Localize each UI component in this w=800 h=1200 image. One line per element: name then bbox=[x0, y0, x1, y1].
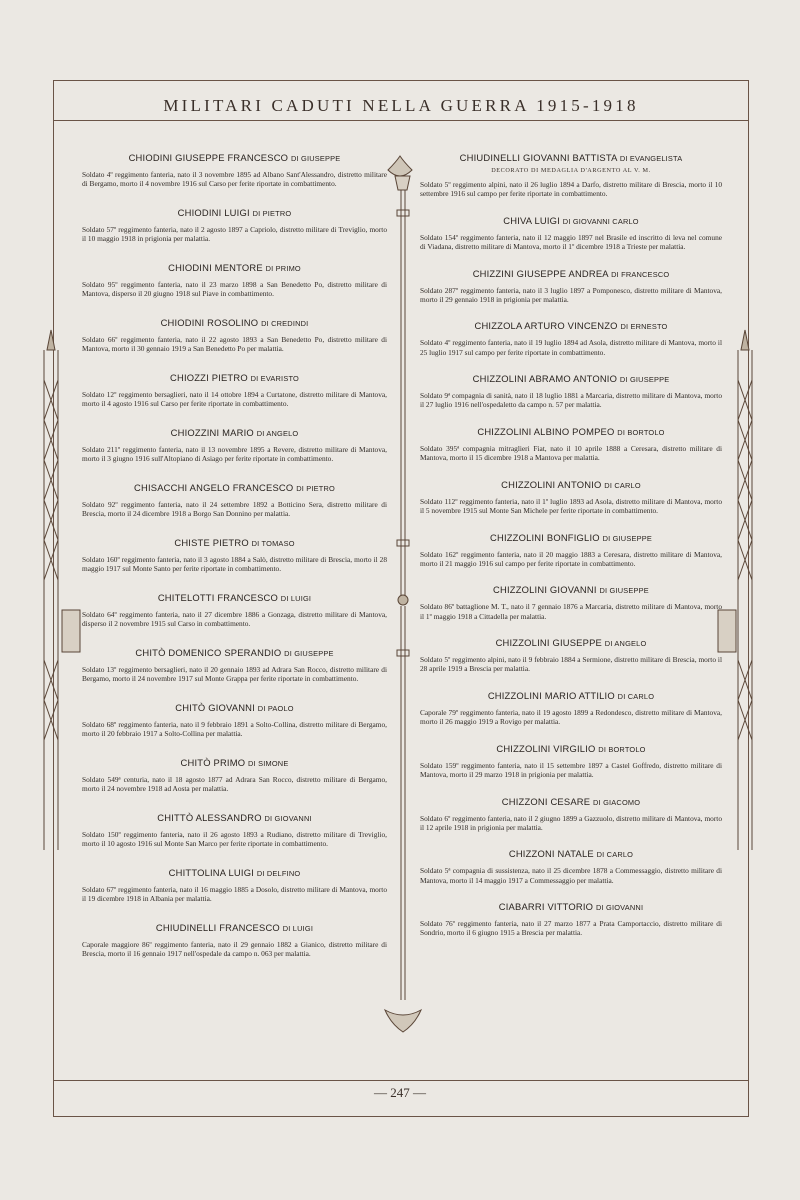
soldier-surname-given: CHIODINI LUIGI bbox=[177, 207, 250, 218]
soldier-surname-given: CHIZZOLINI GIUSEPPE bbox=[495, 637, 602, 649]
service-record: Soldato 150º reggimento fanteria, nato il 26 agosto 1893 a Rudiano, distretto militare di Treviglio, morto il 10 agosto 1916 sul Monte San Marco per ferite riportate in combattimento. bbox=[82, 830, 387, 849]
central-torch-icon bbox=[388, 156, 412, 176]
service-record: Soldato 95º reggimento fanteria, nato il 23 marzo 1898 a San Benedetto Po, distretto militare di Mantova, disperso il 20 giugno 1918 sul Piave in combattimento. bbox=[82, 280, 387, 299]
obituary-entry bbox=[82, 482, 387, 518]
obituary-entry bbox=[420, 901, 722, 937]
soldier-name bbox=[82, 372, 387, 383]
soldier-surname-given: CHIZZOLINI MARIO ATTILIO bbox=[487, 689, 615, 701]
obituary-entry bbox=[420, 268, 722, 304]
patronymic: DI PAOLO bbox=[257, 704, 294, 713]
soldier-surname-given: CHIODINI ROSOLINO bbox=[160, 317, 259, 328]
soldier-name bbox=[420, 479, 722, 490]
service-record: Soldato 4º reggimento fanteria, nato il 3 novembre 1895 ad Albano Sant'Alessandro, distretto militare di Bergamo, morto il 4 novembre 1916 sul Carso per ferite riportate in combattimento. bbox=[82, 170, 387, 189]
soldier-name bbox=[420, 373, 722, 384]
patronymic: DI GIUSEPPE bbox=[602, 533, 652, 543]
obituary-entry bbox=[420, 690, 722, 726]
service-record: Caporale 79º reggimento fanteria, nato il 19 agosto 1899 a Redondesco, distretto militare di Mantova, morto il 26 maggio 1919 a Rovigo per malattia. bbox=[420, 707, 722, 727]
soldier-name bbox=[420, 690, 722, 701]
service-record: Soldato 4º reggimento fanteria, nato il 19 luglio 1894 ad Asola, distretto militare di Mantova, morto il 25 luglio 1917 sul campo per ferite riportate in combattimento. bbox=[420, 338, 722, 357]
soldier-surname-given: CHITÒ PRIMO bbox=[180, 757, 246, 768]
patronymic: DI PIETRO bbox=[252, 209, 292, 218]
soldier-surname-given: CHITÒ GIOVANNI bbox=[175, 702, 255, 713]
patronymic: DI TOMASO bbox=[251, 539, 295, 548]
soldier-surname-given: CHITELOTTI FRANCESCO bbox=[157, 592, 278, 603]
patronymic: DI EVARISTO bbox=[250, 374, 299, 383]
left-fasces-icon bbox=[44, 330, 80, 850]
obituary-entry bbox=[82, 317, 387, 353]
right-column bbox=[420, 152, 722, 954]
soldier-surname-given: CHIUDINELLI GIOVANNI BATTISTA bbox=[459, 152, 618, 163]
patronymic: DI GIUSEPPE bbox=[619, 375, 670, 385]
service-record: Caporale maggiore 86º reggimento fanteria, nato il 29 gennaio 1882 a Gianico, distretto militare di Brescia, morto il 16 gennaio 1917 nell'ospedale da campo n. 063 per malattia. bbox=[82, 940, 387, 959]
soldier-surname-given: CHIVA LUIGI bbox=[503, 214, 560, 226]
soldier-name bbox=[420, 743, 722, 754]
obituary-entry bbox=[82, 922, 387, 958]
right-fasces-icon bbox=[718, 330, 752, 850]
soldier-name bbox=[420, 796, 722, 807]
service-record: Soldato 159º reggimento fanteria, nato il 15 settembre 1897 a Castel Goffredo, distretto militare di Mantova, morto il 29 marzo 1918 in prigionia per malattia. bbox=[420, 760, 722, 779]
soldier-surname-given: CHIZZOLA ARTURO VINCENZO bbox=[474, 320, 618, 332]
soldier-surname-given: CHITÒ DOMENICO SPERANDIO bbox=[135, 647, 282, 658]
obituary-entry bbox=[420, 373, 722, 409]
soldier-surname-given: CHIOZZINI MARIO bbox=[170, 427, 254, 438]
decoration-note: DECORATO DI MEDAGLIA D'ARGENTO AL V. M. bbox=[491, 167, 651, 174]
patronymic: DI CARLO bbox=[604, 480, 641, 490]
patronymic: DI GIUSEPPE bbox=[599, 586, 649, 596]
patronymic: DI PRIMO bbox=[265, 264, 301, 273]
soldier-name bbox=[82, 867, 387, 878]
service-record: Soldato 154º reggimento fanteria, nato il 12 maggio 1897 nel Brasile ed inscritto di leva nel comune di Viadana, distretto militare di Mantova, morto il 1º dicembre 1918 a Trieste per malattia. bbox=[420, 232, 722, 251]
obituary-entry bbox=[420, 743, 722, 779]
center-rosette-icon bbox=[398, 595, 408, 605]
obituary-entry bbox=[420, 796, 722, 832]
patronymic: DI GIUSEPPE bbox=[284, 649, 334, 658]
service-record: Soldato 287º reggimento fanteria, nato il 3 luglio 1897 a Pomponesco, distretto militare di Mantova, morto il 29 gennaio 1918 in prigionia per malattia. bbox=[420, 285, 722, 304]
soldier-name bbox=[420, 320, 722, 331]
service-record: Soldato 6º reggimento fanteria, nato il 2 giugno 1899 a Gazzuolo, distretto militare di Mantova, morto il 12 aprile 1918 in prigionia per malattia. bbox=[420, 813, 722, 832]
soldier-name bbox=[420, 532, 722, 543]
soldier-surname-given: CHISTE PIETRO bbox=[174, 537, 249, 548]
soldier-name bbox=[82, 207, 387, 218]
service-record: Soldato 5º reggimento alpini, nato il 26 luglio 1894 a Darfo, distretto militare di Brescia, morto il 10 settembre 1916 sul campo per ferite riportate in combattimento. bbox=[420, 180, 722, 199]
soldier-surname-given: CHITTOLINA LUIGI bbox=[168, 867, 255, 878]
service-record: Soldato 67º reggimento fanteria, nato il 16 maggio 1885 a Dosolo, distretto militare di Mantova, morto il 19 dicembre 1918 in Albania per malattia. bbox=[82, 885, 387, 904]
patronymic: DI CARLO bbox=[617, 691, 655, 701]
obituary-entry bbox=[82, 592, 387, 628]
obituary-entry bbox=[420, 532, 722, 568]
soldier-surname-given: CHIZZOLINI VIRGILIO bbox=[496, 742, 596, 754]
left-column bbox=[82, 152, 387, 977]
soldier-surname-given: CHIZZINI GIUSEPPE ANDREA bbox=[472, 267, 609, 279]
patronymic: DI BORTOLO bbox=[598, 744, 646, 754]
patronymic: DI FRANCESCO bbox=[611, 269, 670, 279]
soldier-surname-given: CHIZZOLINI ALBINO POMPEO bbox=[477, 425, 615, 437]
soldier-surname-given: CHITTÒ ALESSANDRO bbox=[157, 812, 262, 823]
obituary-entry bbox=[420, 152, 722, 198]
soldier-name bbox=[82, 702, 387, 713]
obituary-entry bbox=[420, 584, 722, 620]
service-record: Soldato 112º reggimento fanteria, nato il 1º luglio 1893 ad Asola, distretto militare di Mantova, morto il 5 novembre 1915 sul Monte San Michele per ferite riportate in combattimento. bbox=[420, 496, 722, 515]
patronymic: DI ERNESTO bbox=[620, 322, 668, 332]
obituary-entry bbox=[420, 215, 722, 251]
soldier-surname-given: CHIZZOLINI ABRAMO ANTONIO bbox=[472, 373, 618, 385]
soldier-name bbox=[82, 647, 387, 658]
soldier-name bbox=[82, 427, 387, 438]
service-record: Soldato 57º reggimento fanteria, nato il 2 agosto 1897 a Capriolo, distretto militare di Treviglio, morto il 10 maggio 1918 in prigionia per malattia. bbox=[82, 225, 387, 244]
soldier-name bbox=[420, 584, 722, 595]
service-record: Soldato 86º battaglione M. T., nato il 7 gennaio 1876 a Marcaria, distretto militare di Mantova, morto il 1º maggio 1918 a Cittadella per malattia. bbox=[420, 602, 722, 621]
obituary-entry bbox=[82, 427, 387, 463]
service-record: Soldato 12º reggimento bersaglieri, nato il 14 ottobre 1894 a Curtatone, distretto militare di Mantova, morto il 4 agosto 1916 sul Carso per ferite riportate in combattimento. bbox=[82, 390, 387, 409]
service-record: Soldato 211º reggimento fanteria, nato il 13 novembre 1895 a Revere, distretto militare di Mantova, morto il 3 giugno 1916 sull'Altopiano di Asiago per ferite riportate in combattimento. bbox=[82, 445, 387, 464]
soldier-name bbox=[82, 592, 387, 603]
service-record: Soldato 92º reggimento fanteria, nato il 24 settembre 1892 a Botticino Sera, distretto militare di Brescia, morto il 24 dicembre 1918 a Borgo San Donnino per malattia. bbox=[82, 500, 387, 519]
obituary-entry bbox=[82, 757, 387, 793]
patronymic: DI GIACOMO bbox=[593, 797, 641, 807]
service-record: Soldato 9ª compagnia di sanità, nato il 18 luglio 1881 a Marcaria, distretto militare di Mantova, morto il 27 luglio 1916 nell'ospedaletto da campo n. 57 per malattia. bbox=[420, 391, 722, 410]
soldier-name bbox=[82, 812, 387, 823]
soldier-name bbox=[82, 482, 387, 493]
service-record: Soldato 13º reggimento bersaglieri, nato il 20 gennaio 1893 ad Adrara San Rocco, distretto militare di Bergamo, morto il 24 novembre 1917 sul Monte Grappa per ferite riportate in combattimento. bbox=[82, 665, 387, 684]
soldier-surname-given: CHIZZOLINI GIOVANNI bbox=[493, 584, 597, 596]
soldier-name bbox=[82, 757, 387, 768]
patronymic: DI DELFINO bbox=[256, 869, 301, 878]
soldier-name bbox=[82, 152, 387, 163]
service-record: Soldato 66º reggimento fanteria, nato il 22 agosto 1893 a San Benedetto Po, distretto militare di Mantova, morto il 30 gennaio 1919 a San Benedetto Po per malattia. bbox=[82, 335, 387, 354]
soldier-name bbox=[420, 848, 722, 859]
service-record: Soldato 160º reggimento fanteria, nato il 3 agosto 1884 a Salò, distretto militare di Brescia, morto il 28 maggio 1917 sul Monte Santo per ferite riportate in combattimento. bbox=[82, 555, 387, 574]
obituary-entry bbox=[82, 152, 387, 188]
patronymic: DI ANGELO bbox=[256, 429, 299, 438]
patronymic: DI CARLO bbox=[596, 850, 634, 860]
service-record: Soldato 395ª compagnia mitraglieri Fiat, nato il 10 aprile 1888 a Ceresara, distretto militare di Mantova, morto il 15 dicembre 1918 a Mantova per malattia. bbox=[420, 443, 722, 463]
obituary-entry bbox=[420, 637, 722, 673]
soldier-name bbox=[420, 215, 722, 226]
obituary-entry bbox=[420, 479, 722, 515]
patronymic: DI BORTOLO bbox=[617, 427, 665, 437]
soldier-name bbox=[420, 637, 722, 648]
soldier-name bbox=[82, 317, 387, 328]
soldier-surname-given: CHIZZOLINI ANTONIO bbox=[501, 478, 602, 490]
service-record: Soldato 76º reggimento fanteria, nato il 27 marzo 1877 a Prata Camportaccio, distretto militare di Sondrio, morto il 6 giugno 1915 a Brescia per malattia. bbox=[420, 919, 722, 938]
soldier-surname-given: CIABARRI VITTORIO bbox=[498, 901, 594, 913]
service-record: Soldato 68º reggimento fanteria, nato il 9 febbraio 1891 a Solto-Collina, distretto militare di Bergamo, morto il 20 febbraio 1917 a Solto-Collina per malattia. bbox=[82, 720, 387, 739]
soldier-surname-given: CHIZZONI CESARE bbox=[501, 795, 591, 807]
patronymic: DI LUIGI bbox=[280, 594, 312, 603]
obituary-entry bbox=[82, 647, 387, 683]
soldier-name bbox=[82, 922, 387, 933]
service-record: Soldato 5ª compagnia di sussistenza, nato il 25 dicembre 1878 a Commessaggio, distretto militare di Mantova, morto il 14 maggio 1917 a Commessaggio per malattia. bbox=[420, 866, 722, 885]
obituary-entry bbox=[82, 812, 387, 848]
soldier-name bbox=[82, 262, 387, 273]
patronymic: DI GIOVANNI CARLO bbox=[562, 216, 639, 226]
soldier-name bbox=[420, 901, 722, 912]
obituary-entry bbox=[420, 320, 722, 356]
soldier-name bbox=[420, 268, 722, 279]
service-record: Soldato 162º reggimento fanteria, nato il 20 maggio 1883 a Ceresara, distretto militare di Mantova, morto il 21 maggio 1916 sul campo per ferite riportate in combattimento. bbox=[420, 549, 722, 568]
soldier-surname-given: CHIZZOLINI BONFIGLIO bbox=[490, 531, 600, 543]
soldier-surname-given: CHIODINI MENTORE bbox=[168, 262, 263, 273]
service-record: Soldato 5º reggimento alpini, nato il 9 febbraio 1884 a Sermione, distretto militare di Brescia, morto il 28 aprile 1919 a Brescia per malattia. bbox=[420, 655, 722, 674]
obituary-entry bbox=[82, 537, 387, 573]
service-record: Soldato 549ª centuria, nato il 18 agosto 1877 ad Adrara San Rocco, distretto militare di Bergamo, morto il 24 novembre 1918 ad Aosta per malattia. bbox=[82, 775, 387, 794]
page-number: — 247 — bbox=[374, 1085, 426, 1100]
soldier-surname-given: CHIOZZI PIETRO bbox=[170, 372, 248, 383]
obituary-entry bbox=[82, 262, 387, 298]
patronymic: DI ANGELO bbox=[604, 639, 647, 649]
obituary-entry bbox=[82, 372, 387, 408]
obituary-entry bbox=[82, 207, 387, 243]
soldier-surname-given: CHISACCHI ANGELO FRANCESCO bbox=[134, 482, 294, 493]
soldier-surname-given: CHIZZONI NATALE bbox=[508, 848, 594, 860]
patronymic: DI EVANGELISTA bbox=[619, 154, 683, 163]
soldier-name bbox=[420, 426, 722, 437]
soldier-name bbox=[420, 152, 722, 163]
patronymic: DI GIOVANNI bbox=[595, 903, 644, 913]
obituary-entry bbox=[82, 702, 387, 738]
patronymic: DI GIUSEPPE bbox=[290, 154, 341, 163]
page-title: MILITARI CADUTI NELLA GUERRA 1915-1918 bbox=[163, 96, 639, 115]
soldier-surname-given: CHIODINI GIUSEPPE FRANCESCO bbox=[128, 152, 289, 163]
patronymic: DI CREDINDI bbox=[261, 319, 309, 328]
patronymic: DI PIETRO bbox=[296, 484, 335, 493]
service-record: Soldato 64º reggimento fanteria, nato il 27 dicembre 1886 a Gonzaga, distretto militare di Mantova, disperso il 2 novembre 1915 sul Carso in combattimento. bbox=[82, 610, 387, 629]
soldier-name bbox=[82, 537, 387, 548]
patronymic: DI SIMONE bbox=[248, 759, 289, 768]
obituary-entry bbox=[82, 867, 387, 903]
obituary-entry bbox=[420, 848, 722, 884]
patronymic: DI LUIGI bbox=[282, 924, 314, 933]
soldier-surname-given: CHIUDINELLI FRANCESCO bbox=[155, 922, 280, 933]
obituary-entry bbox=[420, 426, 722, 462]
patronymic: DI GIOVANNI bbox=[264, 814, 312, 823]
